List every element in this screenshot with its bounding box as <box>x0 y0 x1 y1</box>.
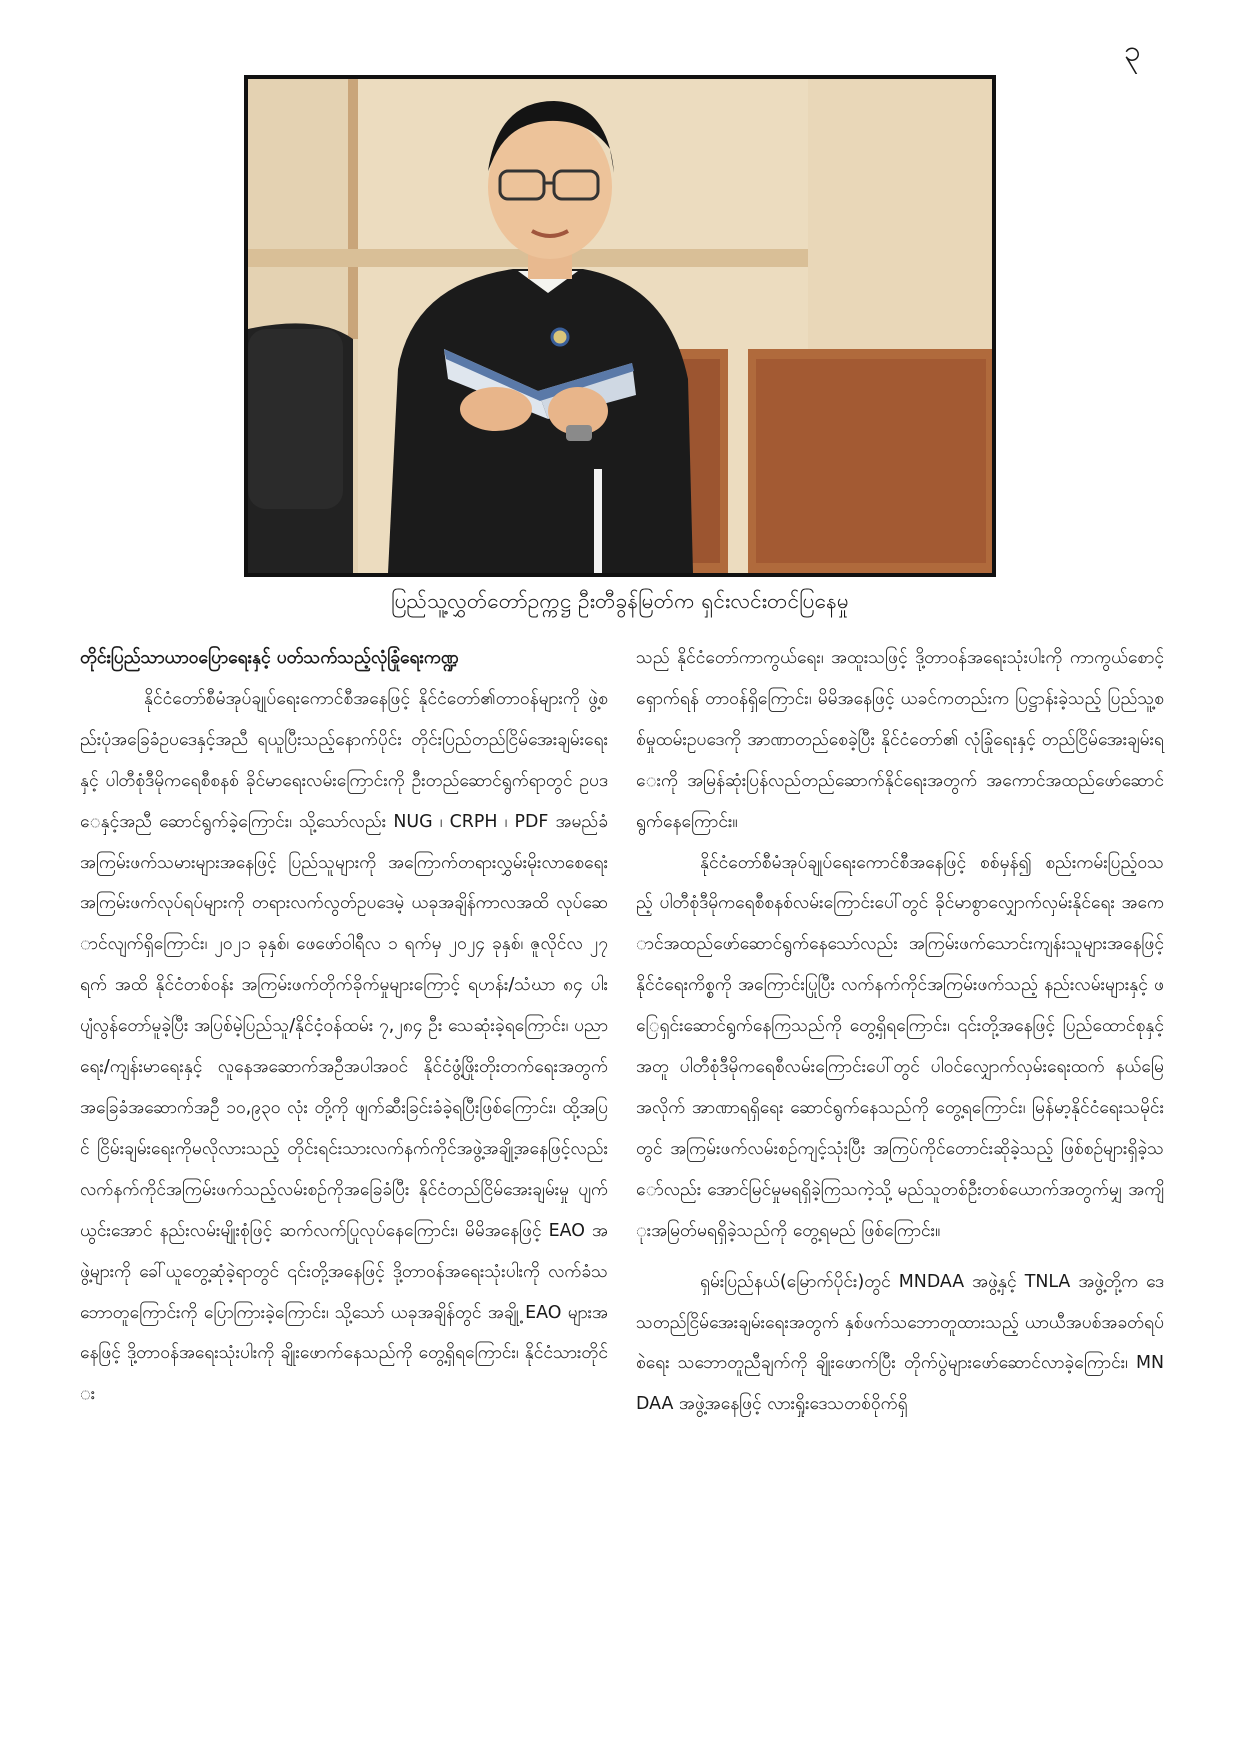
speaker-photo <box>244 75 996 577</box>
body-paragraph: နိုင်ငံတော်စီမံအုပ်ချုပ်ရေးကောင်စီအနေဖြင့် နိုင်ငံတော်၏တာဝန်များကို ဖွဲ့စည်းပုံအခြေခံဥပဒေနှင့်အညီ ရယူပြီးသည့်နောက်ပိုင်း တိုင်းပြည်တည်ငြိမ်အေးချမ်းရေးနှင့် ပါတီစုံဒီမိုကရေစီစနစ် ခိုင်မာရေးလမ်းကြောင်းကို ဦးတည်ဆောင်ရွက်ရာတွင် ဥပဒေနှင့်အညီ ဆောင်ရွက်ခဲ့ကြောင်း၊ သို့သော်လည်း NUG ၊ CRPH ၊ PDF အမည်ခံအကြမ်းဖက်သမားများအနေဖြင့် ပြည်သူများကို အကြောက်တရားလွှမ်းမိုးလာစေရေး အကြမ်းဖက်လုပ်ရပ်များကို တရားလက်လွတ်ဥပဒေမဲ့ ယခုအချိန်ကာလအထိ လုပ်ဆောင်လျက်ရှိကြောင်း၊ ၂၀၂၁ ခုနှစ်၊ ဖေဖော်ဝါရီလ ၁ ရက်မှ ၂၀၂၄ ခုနှစ်၊ ဇူလိုင်လ ၂၇ ရက် အထိ နိုင်ငံတစ်ဝန်း အကြမ်းဖက်တိုက်ခိုက်မှုများကြောင့် ရဟန်း/သံဃာ ၈၄ ပါး ပျံလွန်တော်မူခဲ့ပြီး အပြစ်မဲ့ပြည်သူ/နိုင်ငံ့ဝန်ထမ်း ၇,၂၈၄ ဦး သေဆုံးခဲ့ရကြောင်း၊ ပညာရေး/ကျန်းမာရေးနှင့် လူနေအဆောက်အဦအပါအဝင် နိုင်ငံဖွံ့ဖြိုးတိုးတက်ရေးအတွက် အခြေခံအဆောက်အဦ ၁၀,၉၃၀ လုံး တို့ကို ဖျက်ဆီးခြင်းခံခဲ့ရပြီးဖြစ်ကြောင်း၊ ထို့အပြင် ငြိမ်းချမ်းရေးကိုမလိုလားသည့် တိုင်းရင်းသားလက်နက်ကိုင်အဖွဲ့အချို့အနေဖြင့်လည်း လက်နက်ကိုင်အကြမ်းဖက်သည့်လမ်းစဉ်ကိုအခြေခံပြီး နိုင်ငံတည်ငြိမ်အေးချမ်းမှု ပျက်ယွင်းအောင် နည်းလမ်းမျိုးစုံဖြင့် ဆက်လက်ပြုလုပ်နေကြောင်း၊ မိမိအနေဖြင့် EAO အဖွဲ့များကို ခေါ်ယူတွေ့ဆုံခဲ့ရာတွင် ၎င်းတို့အနေဖြင့် ဒို့တာဝန်အရေးသုံးပါးကို လက်ခံသဘောတူကြောင်းကို ပြောကြားခဲ့ကြောင်း၊ သို့သော် ယခုအချိန်တွင် အချို့ EAO များအနေဖြင့် ဒို့တာဝန်အရေးသုံးပါးကို ချိုးဖောက်နေသည်ကို တွေ့ရှိရကြောင်း၊ နိုင်ငံသားတိုင်း <box>80 688 608 1405</box>
body-paragraph: သည် နိုင်ငံတော်ကာကွယ်ရေး၊ အထူးသဖြင့် ဒို့တာဝန်အရေးသုံးပါးကို ကာကွယ်စောင့်ရှောက်ရန် တာဝန်ရှိကြောင်း၊ မိမိအနေဖြင့် ယခင်ကတည်းက ပြဋ္ဌာန်းခဲ့သည့် ပြည်သူ့စစ်မှုထမ်းဥပဒေကို အာဏာတည်စေခဲ့ပြီး နိုင်ငံတော်၏ လုံခြုံရေးနှင့် တည်ငြိမ်အေးချမ်းရေးကို အမြန်ဆုံးပြန်လည်တည်ဆောက်နိုင်ရေးအတွက် အကောင်အထည်ဖော်ဆောင်ရွက်နေကြောင်း။ <box>636 648 1164 832</box>
page-number: ၃ <box>1124 34 1141 69</box>
right-column <box>636 638 1164 1425</box>
left-column <box>80 638 608 1415</box>
body-paragraph: ရှမ်းပြည်နယ်(မြောက်ပိုင်း)တွင် MNDAA အဖွဲ့နှင့် TNLA အဖွဲ့တို့က ဒေသတည်ငြိမ်အေးချမ်းရေးအတွက် နှစ်ဖက်သဘောတူထားသည့် ယာယီအပစ်အခတ်ရပ်စဲရေး သဘောတူညီချက်ကို ချိုးဖောက်ပြီး တိုက်ပွဲများဖော်ဆောင်လာခဲ့ကြောင်း၊ MNDAA အဖွဲ့အနေဖြင့် လားရှိုးဒေသတစ်ဝိုက်ရှိ <box>636 1271 1164 1415</box>
photo-caption: ပြည်သူ့လွှတ်တော်ဥက္ကဋ္ဌ ဦးတီခွန်မြတ်က ရှင်းလင်းတင်ပြနေမှု <box>391 589 849 613</box>
section-heading: တိုင်းပြည်သာယာဝပြောရေးနှင့် ပတ်သက်သည့်လုံခြုံရေးကဏ္ဍ <box>80 648 459 668</box>
body-paragraph: နိုင်ငံတော်စီမံအုပ်ချုပ်ရေးကောင်စီအနေဖြင့် စစ်မှန်၍ စည်းကမ်းပြည့်ဝသည့် ပါတီစုံဒီမိုကရေစီစနစ်လမ်းကြောင်းပေါ်တွင် ခိုင်မာစွာလျှောက်လှမ်းနိုင်ရေး အကောင်အထည်ဖော်ဆောင်ရွက်နေသော်လည်း အကြမ်းဖက်သောင်းကျန်းသူများအနေဖြင့် နိုင်ငံရေးကိစ္စကို အကြောင်းပြုပြီး လက်နက်ကိုင်အကြမ်းဖက်သည့် နည်းလမ်းများနှင့် ဖြေရှင်းဆောင်ရွက်နေကြသည်ကို တွေ့ရှိရကြောင်း၊ ၎င်းတို့အနေဖြင့် ပြည်ထောင်စုနှင့်အတူ ပါတီစုံဒီမိုကရေစီလမ်းကြောင်းပေါ်တွင် ပါဝင်လျှောက်လှမ်းရေးထက် နယ်မြေအလိုက် အာဏာရရှိရေး ဆောင်ရွက်နေသည်ကို တွေ့ရကြောင်း၊ မြန်မာ့နိုင်ငံရေးသမိုင်းတွင် အကြမ်းဖက်လမ်းစဉ်ကျင့်သုံးပြီး အကြပ်ကိုင်တောင်းဆိုခဲ့သည့် ဖြစ်စဉ်များရှိခဲ့သော်လည်း အောင်မြင်မှုမရရှိခဲ့ကြသကဲ့သို့ မည်သူတစ်ဦးတစ်ယောက်အတွက်မျှ အကျိုးအမြတ်မရရှိခဲ့သည်ကို တွေ့ရမည် ဖြစ်ကြောင်း။ <box>636 852 1164 1241</box>
